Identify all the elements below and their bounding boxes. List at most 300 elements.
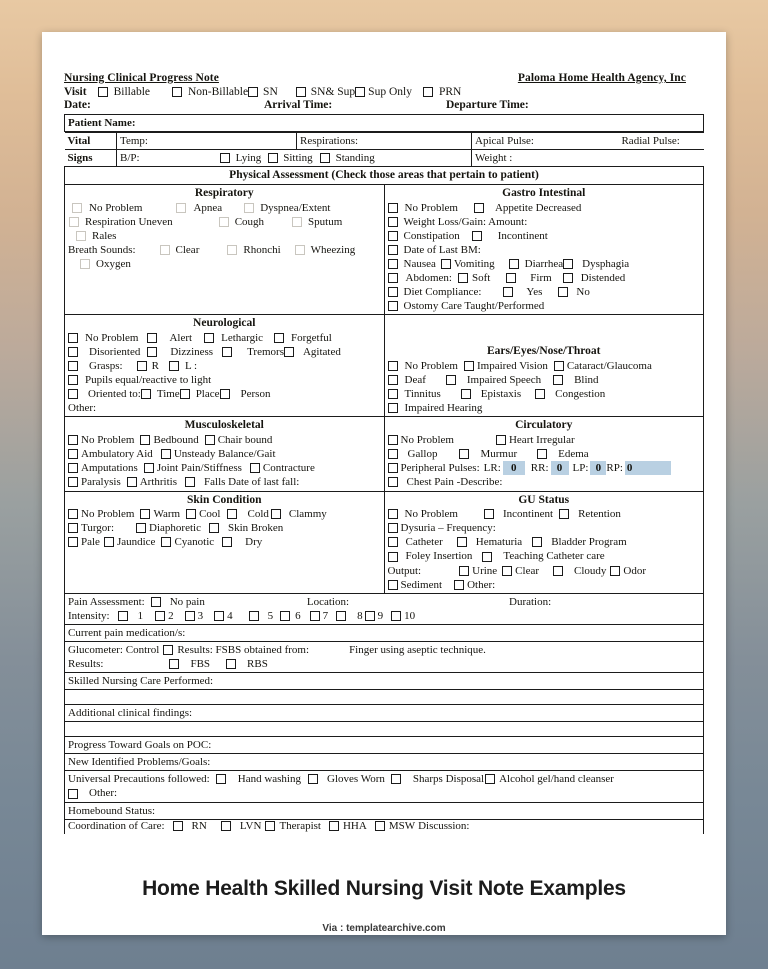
checkbox-gi-vomiting[interactable] <box>441 259 451 269</box>
precaution-option-gloves-worn: Gloves Worn <box>327 773 385 786</box>
checkbox-intensity-9[interactable] <box>365 611 375 621</box>
skin-option-clammy: Clammy <box>288 508 327 521</box>
checkbox-oriented-time[interactable] <box>141 389 151 399</box>
checkbox-eent-impaired-speech[interactable] <box>446 375 456 385</box>
checkbox-gu-incontinent[interactable] <box>484 509 494 519</box>
new-identified-problems-field[interactable]: New Identified Problems/Goals: <box>65 754 704 771</box>
checkbox-eent-epistaxis[interactable] <box>461 389 471 399</box>
msk-option-contracture: Contracture <box>262 462 315 475</box>
circ-option-heart-irregular: Heart Irregular <box>508 434 575 447</box>
gi-option-no-problem: No Problem <box>404 201 458 214</box>
checkbox-skin-pale[interactable] <box>68 537 78 547</box>
checkbox-skin-jaundice[interactable] <box>104 537 114 547</box>
gu-option-no-problem: No Problem <box>404 508 458 521</box>
gu-option-teaching-catheter-care: Teaching Catheter care <box>503 550 605 563</box>
visit-option-billable: Billable <box>113 86 150 98</box>
bp-option-lying: Lying <box>235 152 262 165</box>
additional-findings-label: Additional clinical findings: <box>65 705 704 722</box>
pain-duration-field[interactable]: Duration: <box>509 595 552 608</box>
skin-option-warm: Warm <box>153 508 181 521</box>
apical-pulse-field[interactable]: Apical Pulse: <box>475 135 534 148</box>
resp-option-apnea: Apnea <box>193 201 223 214</box>
checkbox-gi-diarrhea[interactable] <box>509 259 519 269</box>
precaution-option-hand-washing: Hand washing <box>237 773 301 786</box>
section-musculoskeletal <box>65 417 385 491</box>
skin-turgor-field[interactable]: Turgor: <box>81 522 115 535</box>
gu-option-hematuria: Hematuria <box>475 536 523 549</box>
checkbox-intensity-1[interactable] <box>118 611 128 621</box>
checkbox-gi-abdomen[interactable] <box>388 273 398 283</box>
checkbox-skin-cool[interactable] <box>186 509 196 519</box>
neuro-option-pupils: Pupils equal/reactive to light <box>85 374 212 387</box>
msk-option-joint-pain: Joint Pain/Stiffness <box>156 462 242 475</box>
bp-option-standing: Standing <box>335 152 375 165</box>
checkbox-msk-amputations[interactable] <box>68 463 78 473</box>
checkbox-skin-cyanotic[interactable] <box>161 537 171 547</box>
visit-type-row <box>64 86 704 98</box>
checkbox-sharps-disposal[interactable] <box>391 774 401 784</box>
checkbox-neuro-dizziness[interactable] <box>147 347 157 357</box>
checkbox-intensity-10[interactable] <box>391 611 401 621</box>
skin-title: Skin Condition <box>187 493 262 506</box>
checkbox-resp-rales[interactable] <box>76 231 86 241</box>
checkbox-skin-diaphoretic[interactable] <box>136 523 146 533</box>
assessment-table <box>64 114 704 834</box>
checkbox-breath-wheezing[interactable] <box>295 245 305 255</box>
checkbox-bp-lying[interactable] <box>220 153 230 163</box>
neuro-option-lethargic: Lethargic <box>221 332 264 345</box>
table-row <box>65 624 704 641</box>
checkbox-breath-rhonchi[interactable] <box>227 245 237 255</box>
intensity-label-6: 6 <box>295 609 301 622</box>
checkbox-neuro-agitated[interactable] <box>284 347 294 357</box>
msk-option-arthritis: Arthritis <box>139 476 178 489</box>
resp-option-uneven: Respiration Uneven <box>85 215 173 228</box>
caption-block <box>42 877 726 934</box>
checkbox-gi-appetite-decreased[interactable] <box>474 203 484 213</box>
checkbox-care-rn[interactable] <box>173 821 183 831</box>
checkbox-oriented-person[interactable] <box>220 389 230 399</box>
current-pain-medication-field[interactable]: Current pain medication/s: <box>65 624 704 641</box>
intensity-label-3: 3 <box>197 609 204 622</box>
gi-diet-compliance-label: Diet Compliance: <box>403 286 482 299</box>
checkbox-circ-chest-pain[interactable] <box>388 477 398 487</box>
checkbox-msk-chair-bound[interactable] <box>205 435 215 445</box>
checkbox-intensity-8[interactable] <box>336 611 346 621</box>
gi-option-constipation: Constipation <box>403 229 460 242</box>
table-row <box>65 184 704 314</box>
skin-option-cyanotic: Cyanotic <box>174 536 215 549</box>
abdomen-option-soft: Soft <box>471 272 491 285</box>
checkbox-care-msw[interactable] <box>375 821 385 831</box>
msk-option-no-problem: No Problem <box>81 434 135 447</box>
neuro-grasps-label: Grasps: <box>89 360 123 373</box>
checkbox-resp-apnea[interactable] <box>176 203 186 213</box>
checkbox-msk-ambulatory-aid[interactable] <box>68 449 78 459</box>
checkbox-neuro-disoriented[interactable] <box>68 347 78 357</box>
pulse-rp-value[interactable]: 0 <box>625 461 671 475</box>
results-option-fbs: FBS <box>190 658 211 671</box>
neuro-option-dizziness: Dizziness <box>170 346 214 359</box>
neuro-option-forgetful: Forgetful <box>291 332 332 345</box>
checkbox-circ-gallop[interactable] <box>388 449 398 459</box>
checkbox-msk-paralysis[interactable] <box>68 477 78 487</box>
precaution-option-sharps-disposal: Sharps Disposal <box>412 773 485 786</box>
table-row <box>65 802 704 819</box>
resp-option-no-problem: No Problem <box>89 201 143 214</box>
skin-option-no-problem: No Problem <box>81 508 135 521</box>
pulse-lr-label: LR: <box>483 462 501 475</box>
checkbox-skin-turgor[interactable] <box>68 523 78 533</box>
checkbox-gu-other[interactable] <box>454 580 464 590</box>
checkbox-resp-cough[interactable] <box>219 217 229 227</box>
checkbox-fbs[interactable] <box>169 659 179 669</box>
checkbox-eent-tinnitus[interactable] <box>388 389 398 399</box>
gi-option-ostomy-care: Ostomy Care Taught/Performed <box>403 300 545 313</box>
checkbox-neuro-tremors[interactable] <box>222 347 232 357</box>
checkbox-skin-broken[interactable] <box>209 523 219 533</box>
checkbox-gi-constipation[interactable] <box>388 231 398 241</box>
eent-option-impaired-speech: Impaired Speech <box>466 374 542 387</box>
checkbox-gu-catheter[interactable] <box>388 537 398 547</box>
eent-option-impaired-vision: Impaired Vision <box>476 360 548 373</box>
checkbox-gi-weight-change[interactable] <box>388 217 398 227</box>
table-row <box>65 722 704 737</box>
eent-option-blind: Blind <box>574 374 599 387</box>
checkbox-intensity-3[interactable] <box>185 611 195 621</box>
checkbox-prn[interactable] <box>423 87 433 97</box>
gu-output-label: Output: <box>387 564 422 577</box>
checkbox-eent-blind[interactable] <box>553 375 563 385</box>
form-title: Nursing Clinical Progress Note <box>64 72 219 84</box>
checkbox-sup-only[interactable] <box>355 87 365 97</box>
checkbox-neuro-forgetful[interactable] <box>274 333 284 343</box>
care-option-therapist: Therapist <box>279 819 321 832</box>
checkbox-diet-no[interactable] <box>558 287 568 297</box>
msk-option-ambulatory-aid: Ambulatory Aid <box>81 448 153 461</box>
eent-option-congestion: Congestion <box>555 388 606 401</box>
breath-option-rhonchi: Rhonchi <box>243 243 281 256</box>
checkbox-resp-oxygen[interactable] <box>80 259 90 269</box>
gi-weight-loss-gain-field[interactable]: Weight Loss/Gain: Amount: <box>403 215 528 228</box>
checkbox-eent-cataract-glaucoma[interactable] <box>554 361 564 371</box>
checkbox-gloves-worn[interactable] <box>308 774 318 784</box>
abdomen-option-firm: Firm <box>530 272 552 285</box>
progress-toward-goals-field[interactable]: Progress Toward Goals on POC: <box>65 737 704 754</box>
glucometer-technique-note: Finger using aseptic technique. <box>349 643 486 656</box>
pain-location-field[interactable]: Location: <box>306 595 349 608</box>
output-option-odor: Odor <box>623 564 647 577</box>
pulse-rr-label: RR: <box>530 462 549 475</box>
checkbox-output-cloudy[interactable] <box>553 566 563 576</box>
gi-option-appetite-decreased: Appetite Decreased <box>494 201 582 214</box>
circ-option-murmur: Murmur <box>480 448 518 461</box>
checkbox-gu-teaching-catheter-care[interactable] <box>482 552 492 562</box>
eent-option-deaf: Deaf <box>404 374 426 387</box>
gu-option-retention: Retention <box>578 508 621 521</box>
checkbox-skin-cold[interactable] <box>227 509 237 519</box>
msk-option-chair-bound: Chair bound <box>217 434 273 447</box>
breath-sounds-label: Breath Sounds: <box>68 243 136 256</box>
checkbox-intensity-4[interactable] <box>214 611 224 621</box>
checkbox-eent-congestion[interactable] <box>535 389 545 399</box>
checkbox-msk-falls[interactable] <box>185 477 195 487</box>
glucometer-results-label: Results: <box>68 658 104 671</box>
neuro-option-disoriented: Disoriented <box>89 346 141 359</box>
checkbox-output-odor[interactable] <box>610 566 620 576</box>
checkbox-intensity-2[interactable] <box>155 611 165 621</box>
checkbox-intensity-6[interactable] <box>280 611 290 621</box>
checkbox-precautions-other[interactable] <box>68 789 78 799</box>
checkbox-diet-yes[interactable] <box>503 287 513 297</box>
skin-option-cold: Cold <box>247 508 269 521</box>
checkbox-skin-no-problem[interactable] <box>68 509 78 519</box>
table-row <box>65 771 704 802</box>
skin-option-cool: Cool <box>199 508 221 521</box>
checkbox-circ-peripheral-pulses[interactable] <box>388 463 398 473</box>
checkbox-abdomen-distended[interactable] <box>563 273 573 283</box>
visit-option-sn-sup: SN& Sup <box>310 86 356 98</box>
checkbox-gi-incontinent[interactable] <box>472 231 482 241</box>
date-field-label[interactable]: Date: <box>64 99 91 111</box>
checkbox-resp-uneven[interactable] <box>69 217 79 227</box>
checkbox-skin-dry[interactable] <box>222 537 232 547</box>
pulse-rr-value[interactable]: 0 <box>551 461 569 475</box>
results-option-rbs: RBS <box>247 658 268 671</box>
gu-option-sediment: Sediment <box>400 578 443 591</box>
checkbox-gu-dysuria[interactable] <box>388 523 398 533</box>
checkbox-sn[interactable] <box>248 87 258 97</box>
section-gastro-intestinal <box>384 184 704 314</box>
checkbox-alcohol-gel[interactable] <box>485 774 495 784</box>
skin-option-pale: Pale <box>81 536 100 549</box>
table-row <box>65 167 704 185</box>
peripheral-pulses-label: Peripheral Pulses: <box>400 462 480 475</box>
checkbox-circ-heart-irregular[interactable] <box>496 435 506 445</box>
checkbox-resp-dyspnea[interactable] <box>244 203 254 213</box>
checkbox-gu-no-problem[interactable] <box>388 509 398 519</box>
neuro-option-no-problem: No Problem <box>85 332 139 345</box>
table-row <box>65 132 704 167</box>
gu-other-field[interactable]: Other: <box>467 578 496 591</box>
neuro-option-tremors: Tremors <box>247 346 284 359</box>
section-gu-status <box>384 491 704 593</box>
checkbox-resp-sputum[interactable] <box>292 217 302 227</box>
checkbox-gu-foley-insertion[interactable] <box>388 552 398 562</box>
skin-option-diaphoretic: Diaphoretic <box>149 522 201 535</box>
universal-precautions-label: Universal Precautions followed: <box>68 773 210 786</box>
checkbox-care-hha[interactable] <box>329 821 339 831</box>
checkbox-neuro-pupils[interactable] <box>68 375 78 385</box>
checkbox-eent-impaired-hearing[interactable] <box>388 403 398 413</box>
checkbox-neuro-alert[interactable] <box>147 333 157 343</box>
checkbox-sn-sup[interactable] <box>296 87 306 97</box>
checkbox-output-urine[interactable] <box>459 566 469 576</box>
visit-option-prn: PRN <box>438 86 462 98</box>
checkbox-gi-no-problem[interactable] <box>388 203 398 213</box>
checkbox-msk-contracture[interactable] <box>250 463 260 473</box>
neurological-title: Neurological <box>193 317 256 330</box>
intensity-label-1: 1 <box>137 609 144 622</box>
bp-option-sitting: Sitting <box>283 152 313 165</box>
gu-option-bladder-program: Bladder Program <box>551 536 627 549</box>
care-option-hha: HHA <box>342 819 367 832</box>
checkbox-msk-no-problem[interactable] <box>68 435 78 445</box>
caption-source: Via : templatearchive.com <box>322 923 446 934</box>
checkbox-msk-unsteady-gait[interactable] <box>161 449 171 459</box>
checkbox-gi-ostomy-care[interactable] <box>388 301 398 311</box>
checkbox-gu-sediment[interactable] <box>388 580 398 590</box>
table-row <box>65 819 704 834</box>
skin-option-skin-broken: Skin Broken <box>227 522 284 535</box>
datetime-row <box>64 99 704 111</box>
arrival-time-field-label[interactable]: Arrival Time: <box>264 99 333 111</box>
msk-falls-field[interactable]: Falls Date of last fall: <box>204 476 300 489</box>
circ-chest-pain-field[interactable]: Chest Pain -Describe: <box>406 476 503 489</box>
temp-field[interactable]: Temp: <box>117 133 297 150</box>
checkbox-glucometer-control[interactable] <box>163 645 173 655</box>
checkbox-gu-bladder-program[interactable] <box>532 537 542 547</box>
breath-option-clear: Clear <box>175 243 200 256</box>
glucometer-block <box>65 641 704 672</box>
eent-option-epistaxis: Epistaxis <box>480 388 522 401</box>
coordination-discussion-field[interactable]: Discussion: <box>418 819 470 832</box>
checkbox-hand-washing[interactable] <box>216 774 226 784</box>
visit-option-sup-only: Sup Only <box>368 86 412 98</box>
checkbox-oriented-place[interactable] <box>180 389 190 399</box>
checkbox-intensity-7[interactable] <box>310 611 320 621</box>
breath-option-wheezing: Wheezing <box>310 243 356 256</box>
checkbox-gi-diet-compliance[interactable] <box>388 287 398 297</box>
checkbox-eent-no-problem[interactable] <box>388 361 398 371</box>
neuro-other-field[interactable] <box>68 401 381 415</box>
universal-precautions-block <box>65 771 704 802</box>
checkbox-bp-standing[interactable] <box>320 153 330 163</box>
respiratory-title: Respiratory <box>194 186 254 199</box>
checkbox-breath-clear[interactable] <box>160 245 170 255</box>
paper-sheet <box>42 32 726 935</box>
gu-option-catheter: Catheter <box>405 536 443 549</box>
circ-option-no-problem: No Problem <box>400 434 454 447</box>
weight-field[interactable]: Weight : <box>472 150 704 167</box>
checkbox-output-clear[interactable] <box>502 566 512 576</box>
checkbox-msk-joint-pain[interactable] <box>144 463 154 473</box>
checkbox-circ-edema[interactable] <box>537 449 547 459</box>
pulse-lp-value[interactable]: 0 <box>590 461 606 475</box>
gi-option-incontinent: Incontinent <box>497 229 548 242</box>
skilled-nursing-care-input[interactable] <box>65 690 704 705</box>
pulse-lp-label: LP: <box>572 462 589 475</box>
musculoskeletal-title: Musculoskeletal <box>184 419 264 432</box>
gi-date-last-bm-field[interactable]: Date of Last BM: <box>403 243 481 256</box>
circulatory-title: Circulatory <box>515 419 573 432</box>
form-header <box>64 72 704 84</box>
gi-option-vomiting: Vomiting <box>453 257 495 270</box>
checkbox-care-therapist[interactable] <box>265 821 275 831</box>
checkbox-gu-hematuria[interactable] <box>457 537 467 547</box>
neuro-option-agitated: Agitated <box>302 346 341 359</box>
checkbox-grasps-r[interactable] <box>137 361 147 371</box>
gi-option-nausea: Nausea <box>403 257 436 270</box>
checkbox-gi-dysphagia[interactable] <box>563 259 573 269</box>
checkbox-care-lvn[interactable] <box>221 821 231 831</box>
msk-option-paralysis: Paralysis <box>81 476 121 489</box>
patient-name-field[interactable]: Patient Name: <box>65 115 704 132</box>
checkbox-grasps-l[interactable] <box>169 361 179 371</box>
checkbox-non-billable[interactable] <box>172 87 182 97</box>
checkbox-rbs[interactable] <box>226 659 236 669</box>
checkbox-skin-warm[interactable] <box>140 509 150 519</box>
checkbox-eent-impaired-vision[interactable] <box>464 361 474 371</box>
oriented-option-place: Place <box>195 388 220 401</box>
section-circulatory <box>384 417 704 491</box>
checkbox-msk-arthritis[interactable] <box>127 477 137 487</box>
precautions-other-field[interactable]: Other: <box>89 787 118 800</box>
checkbox-gu-retention[interactable] <box>559 509 569 519</box>
checkbox-no-pain[interactable] <box>151 597 161 607</box>
checkbox-circ-no-problem[interactable] <box>388 435 398 445</box>
checkbox-bp-sitting[interactable] <box>268 153 278 163</box>
eent-option-no-problem: No Problem <box>404 360 458 373</box>
pulse-lr-value[interactable]: 0 <box>503 461 525 475</box>
coordination-of-care-block <box>65 819 704 834</box>
table-row <box>65 754 704 771</box>
checkbox-neuro-grasps[interactable] <box>68 361 78 371</box>
circ-option-edema: Edema <box>558 448 589 461</box>
checkbox-neuro-oriented[interactable] <box>68 389 78 399</box>
checkbox-abdomen-firm[interactable] <box>506 273 516 283</box>
additional-findings-input[interactable] <box>65 722 704 737</box>
resp-option-dyspnea: Dyspnea/Extent <box>260 201 331 214</box>
eent-title: Ears/Eyes/Nose/Throat <box>486 345 601 358</box>
eent-option-tinnitus: Tinnitus <box>404 388 441 401</box>
neuro-oriented-label: Oriented to: <box>88 388 141 401</box>
homebound-status-field[interactable]: Homebound Status: <box>65 802 704 819</box>
checkbox-abdomen-soft[interactable] <box>458 273 468 283</box>
checkbox-neuro-no-problem[interactable] <box>68 333 78 343</box>
gi-abdomen-label: Abdomen: <box>405 272 452 285</box>
resp-option-oxygen: Oxygen <box>96 257 131 270</box>
checkbox-gi-nausea[interactable] <box>388 259 398 269</box>
visit-label: Visit <box>64 86 87 98</box>
intensity-label-9: 9 <box>377 609 384 622</box>
gu-option-foley-insertion: Foley Insertion <box>405 550 473 563</box>
checkbox-msk-bedbound[interactable] <box>140 435 150 445</box>
checkbox-circ-murmur[interactable] <box>459 449 469 459</box>
table-row <box>65 315 704 417</box>
gu-dysuria-field[interactable]: Dysuria – Frequency: <box>400 522 496 535</box>
eent-option-cataract-glaucoma: Cataract/Glaucoma <box>566 360 652 373</box>
nursing-progress-note-form <box>64 72 704 834</box>
departure-time-field-label[interactable]: Departure Time: <box>446 99 529 111</box>
radial-pulse-field[interactable]: Radial Pulse: <box>621 135 680 148</box>
checkbox-billable[interactable] <box>98 87 108 97</box>
checkbox-intensity-5[interactable] <box>249 611 259 621</box>
checkbox-resp-no-problem[interactable] <box>72 203 82 213</box>
table-row <box>65 593 704 624</box>
checkbox-skin-clammy[interactable] <box>271 509 281 519</box>
bp-field[interactable]: B/P: <box>120 152 140 165</box>
pulse-rp-label: RP: <box>606 462 623 475</box>
checkbox-neuro-lethargic[interactable] <box>204 333 214 343</box>
checkbox-eent-deaf[interactable] <box>388 375 398 385</box>
signs-label: Signs <box>65 150 117 167</box>
respirations-field[interactable]: Respirations: <box>297 133 472 150</box>
grasps-option-l: L : <box>184 360 198 373</box>
checkbox-gi-last-bm[interactable] <box>388 245 398 255</box>
skilled-nursing-care-label: Skilled Nursing Care Performed: <box>65 673 704 690</box>
glucometer-fsbs-field[interactable]: Results: FSBS obtained from: <box>177 643 310 656</box>
